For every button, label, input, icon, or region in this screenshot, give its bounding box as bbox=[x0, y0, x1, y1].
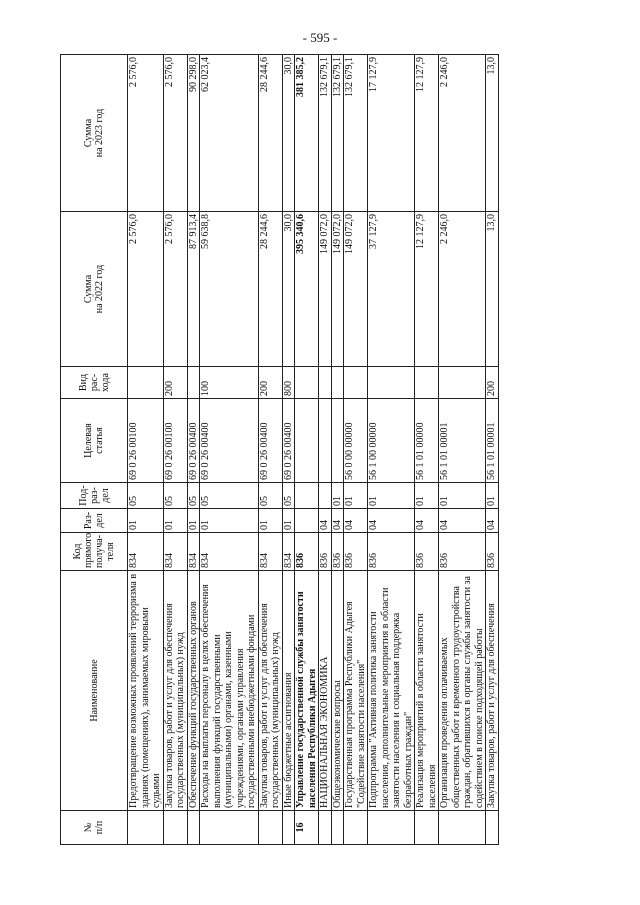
row-num bbox=[344, 811, 368, 845]
row-name: Реализация мероприятий в области занятости населения bbox=[415, 571, 439, 811]
row-num bbox=[486, 811, 499, 845]
table-row bbox=[486, 55, 499, 845]
row-sum2023: 132 679,1 bbox=[344, 55, 368, 212]
row-sum2022: 28 244,6 bbox=[258, 212, 282, 367]
row-target: 56 0 00 00000 bbox=[344, 399, 368, 483]
row-target: 56 1 00 00000 bbox=[368, 399, 415, 483]
row-sum2023: 132 679,1 bbox=[331, 55, 344, 212]
row-subsection: 05 bbox=[163, 483, 187, 509]
table-row bbox=[368, 55, 415, 845]
header-code: Код прямого получа- теля bbox=[61, 533, 128, 571]
row-code: 834 bbox=[258, 533, 282, 571]
rotated-table-container bbox=[60, 55, 580, 845]
row-type bbox=[331, 367, 344, 399]
row-code: 836 bbox=[415, 533, 439, 571]
table-row bbox=[319, 55, 332, 845]
row-type bbox=[415, 367, 439, 399]
table-row bbox=[128, 55, 164, 845]
row-subsection: 01 bbox=[415, 483, 439, 509]
row-name: Обеспечение функций государственных органов bbox=[187, 571, 200, 811]
row-code: 836 bbox=[439, 533, 486, 571]
row-code: 834 bbox=[200, 533, 259, 571]
row-section: 04 bbox=[319, 509, 332, 533]
row-sum2022: 12 127,9 bbox=[415, 212, 439, 367]
row-subsection: 05 bbox=[282, 483, 295, 509]
row-target: 69 0 26 00400 bbox=[200, 399, 259, 483]
row-subsection: 05 bbox=[187, 483, 200, 509]
row-sum2022: 37 127,9 bbox=[368, 212, 415, 367]
row-section: 04 bbox=[368, 509, 415, 533]
row-section: 04 bbox=[331, 509, 344, 533]
row-section: 04 bbox=[439, 509, 486, 533]
table-header bbox=[61, 55, 128, 845]
row-type: 100 bbox=[200, 367, 259, 399]
row-sum2022: 2 576,0 bbox=[163, 212, 187, 367]
table-row bbox=[295, 55, 319, 845]
row-num bbox=[368, 811, 415, 845]
row-num: 16 bbox=[295, 811, 319, 845]
row-sum2023: 13,0 bbox=[486, 55, 499, 212]
row-subsection bbox=[295, 483, 319, 509]
row-name: Подпрограмма "Активная политика занятости населения, дополнительные мероприятия в области занятости населения и социальная поддержка безработных граждан" bbox=[368, 571, 415, 811]
row-subsection: 01 bbox=[439, 483, 486, 509]
row-name: Общеэкономические вопросы bbox=[331, 571, 344, 811]
header-type: Вид рас- хода bbox=[61, 367, 128, 399]
row-target: 69 0 26 00400 bbox=[258, 399, 282, 483]
row-code: 834 bbox=[128, 533, 164, 571]
row-code: 834 bbox=[187, 533, 200, 571]
row-subsection: 01 bbox=[331, 483, 344, 509]
row-type: 200 bbox=[486, 367, 499, 399]
table-row bbox=[258, 55, 282, 845]
row-subsection: 01 bbox=[486, 483, 499, 509]
row-num bbox=[187, 811, 200, 845]
row-type bbox=[295, 367, 319, 399]
row-code: 836 bbox=[295, 533, 319, 571]
header-num: № п/п bbox=[61, 811, 128, 845]
row-sum2022: 2 576,0 bbox=[128, 212, 164, 367]
row-type: 200 bbox=[163, 367, 187, 399]
row-target: 56 1 01 00001 bbox=[439, 399, 486, 483]
row-sum2023: 12 127,9 bbox=[415, 55, 439, 212]
row-sum2022: 13,0 bbox=[486, 212, 499, 367]
row-type: 200 bbox=[258, 367, 282, 399]
row-name: НАЦИОНАЛЬНАЯ ЭКОНОМИКА bbox=[319, 571, 332, 811]
row-type bbox=[439, 367, 486, 399]
table-row bbox=[282, 55, 295, 845]
row-sum2023: 17 127,9 bbox=[368, 55, 415, 212]
table-row bbox=[187, 55, 200, 845]
row-sum2023: 132 679,1 bbox=[319, 55, 332, 212]
row-type: 800 bbox=[282, 367, 295, 399]
row-num bbox=[319, 811, 332, 845]
row-code: 836 bbox=[368, 533, 415, 571]
row-code: 836 bbox=[319, 533, 332, 571]
row-subsection: 05 bbox=[128, 483, 164, 509]
row-name: Закупка товаров, работ и услуг для обеспечения государственных (муниципальных) нужд bbox=[258, 571, 282, 811]
row-section: 01 bbox=[282, 509, 295, 533]
row-subsection: 01 bbox=[368, 483, 415, 509]
row-code: 836 bbox=[331, 533, 344, 571]
budget-table bbox=[60, 54, 499, 845]
row-name: Закупка товаров, работ и услуг для обеспечения bbox=[486, 571, 499, 811]
row-target bbox=[319, 399, 332, 483]
row-name: Закупка товаров, работ и услуг для обеспечения государственных (муниципальных) нужд bbox=[163, 571, 187, 811]
row-type bbox=[187, 367, 200, 399]
row-section bbox=[295, 509, 319, 533]
table-row bbox=[331, 55, 344, 845]
row-num bbox=[282, 811, 295, 845]
row-name: Организация проведения оплачиваемых общественных работ и временного трудоустройства граждан, обратившихся в органы службы занятости за содействием в поиске подходящей работы bbox=[439, 571, 486, 811]
header-sum2022: Сумма на 2022 год bbox=[61, 212, 128, 367]
row-target: 56 1 01 00001 bbox=[486, 399, 499, 483]
table-row bbox=[344, 55, 368, 845]
row-section: 01 bbox=[200, 509, 259, 533]
header-sum2023: Сумма на 2023 год bbox=[61, 55, 128, 212]
row-sum2022: 30,0 bbox=[282, 212, 295, 367]
row-sum2022: 59 638,8 bbox=[200, 212, 259, 367]
row-subsection bbox=[319, 483, 332, 509]
row-sum2023: 381 385,2 bbox=[295, 55, 319, 212]
row-sum2022: 87 913,4 bbox=[187, 212, 200, 367]
row-type bbox=[368, 367, 415, 399]
row-num bbox=[331, 811, 344, 845]
row-target: 69 0 26 00400 bbox=[187, 399, 200, 483]
row-num bbox=[200, 811, 259, 845]
row-num bbox=[439, 811, 486, 845]
row-sum2022: 149 072,0 bbox=[319, 212, 332, 367]
row-sum2023: 62 023,4 bbox=[200, 55, 259, 212]
row-name: Предотвращение возможных проявлений терроризма в зданиях (помещениях), занимаемых мировыми судьями bbox=[128, 571, 164, 811]
table-row bbox=[200, 55, 259, 845]
row-sum2023: 2 576,0 bbox=[163, 55, 187, 212]
row-subsection: 05 bbox=[200, 483, 259, 509]
row-num bbox=[128, 811, 164, 845]
row-type bbox=[319, 367, 332, 399]
row-subsection: 01 bbox=[344, 483, 368, 509]
page-number: - 595 - bbox=[302, 30, 338, 45]
row-code: 834 bbox=[282, 533, 295, 571]
row-name: Управление государственной службы занятости населения Республики Адыгея bbox=[295, 571, 319, 811]
header-section: Раз- дел bbox=[61, 509, 128, 533]
row-sum2022: 395 340,6 bbox=[295, 212, 319, 367]
table-row bbox=[163, 55, 187, 845]
row-target bbox=[331, 399, 344, 483]
header-target: Целевая статья bbox=[61, 399, 128, 483]
table-body bbox=[128, 55, 499, 845]
header-name: Наименование bbox=[61, 571, 128, 811]
row-target: 69 0 26 00100 bbox=[163, 399, 187, 483]
row-section: 01 bbox=[258, 509, 282, 533]
row-code: 836 bbox=[486, 533, 499, 571]
row-target: 69 0 26 00100 bbox=[128, 399, 164, 483]
row-sum2023: 2 246,0 bbox=[439, 55, 486, 212]
row-sum2023: 28 244,6 bbox=[258, 55, 282, 212]
table-row bbox=[415, 55, 439, 845]
row-target bbox=[295, 399, 319, 483]
row-subsection: 05 bbox=[258, 483, 282, 509]
header-subsection: Под- раз- дел bbox=[61, 483, 128, 509]
row-target: 56 1 01 00000 bbox=[415, 399, 439, 483]
row-num bbox=[163, 811, 187, 845]
row-code: 836 bbox=[344, 533, 368, 571]
row-section: 01 bbox=[128, 509, 164, 533]
row-section: 01 bbox=[187, 509, 200, 533]
row-sum2022: 149 072,0 bbox=[331, 212, 344, 367]
row-num bbox=[415, 811, 439, 845]
row-sum2022: 2 246,0 bbox=[439, 212, 486, 367]
row-code: 834 bbox=[163, 533, 187, 571]
row-name: Государственная программа Республики Адыгея "Содействие занятости населения" bbox=[344, 571, 368, 811]
row-name: Расходы на выплаты персоналу в целях обеспечения выполнения функций государственными (муниципальными) органами, казенными учреждениями, органами управления государственными внебюджетными фондами bbox=[200, 571, 259, 811]
row-section: 04 bbox=[415, 509, 439, 533]
row-sum2023: 2 576,0 bbox=[128, 55, 164, 212]
row-sum2023: 90 298,0 bbox=[187, 55, 200, 212]
row-type bbox=[128, 367, 164, 399]
table-row bbox=[439, 55, 486, 845]
row-num bbox=[258, 811, 282, 845]
row-sum2022: 149 072,0 bbox=[344, 212, 368, 367]
row-sum2023: 30,0 bbox=[282, 55, 295, 212]
row-section: 04 bbox=[486, 509, 499, 533]
row-section: 04 bbox=[344, 509, 368, 533]
row-type bbox=[344, 367, 368, 399]
row-target: 69 0 26 00400 bbox=[282, 399, 295, 483]
row-section: 01 bbox=[163, 509, 187, 533]
row-name: Иные бюджетные ассигнования bbox=[282, 571, 295, 811]
